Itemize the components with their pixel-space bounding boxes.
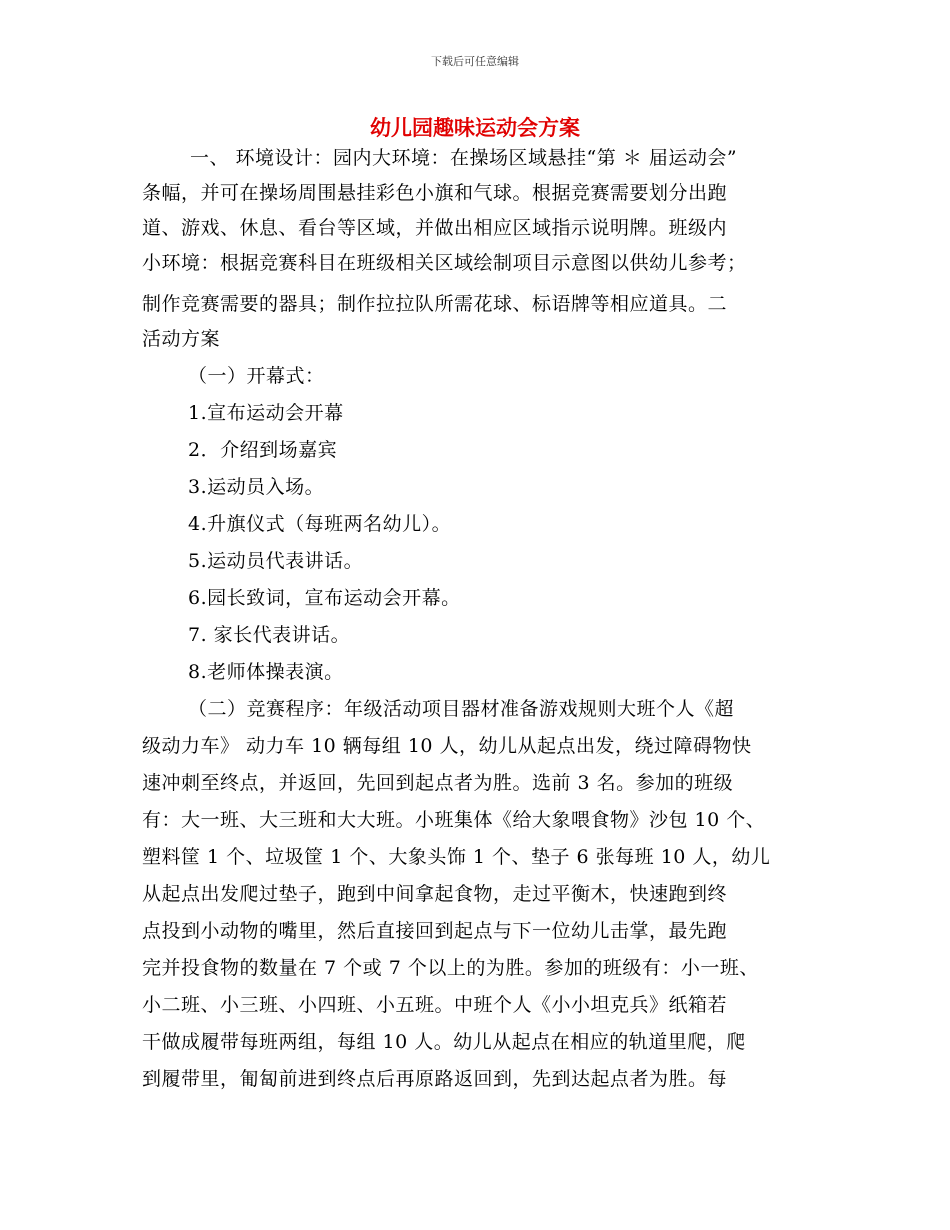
paragraph-line: 条幅，并可在操场周围悬挂彩色小旗和气球。根据竞赛需要划分出跑 — [142, 182, 728, 204]
paragraph-line: 点投到小动物的嘴里，然后直接回到起点与下一位幼儿击掌，最先跑 — [142, 920, 728, 942]
section-heading-opening: （一）开幕式： — [188, 365, 325, 387]
paragraph-line: 从起点出发爬过垫子，跑到中间拿起食物，走过平衡木，快速跑到终 — [142, 883, 728, 905]
list-item: 5.运动员代表讲话。 — [188, 550, 364, 572]
list-item: 1.宣布运动会开幕 — [188, 402, 344, 424]
list-item: 6.园长致词，宣布运动会开幕。 — [188, 587, 461, 609]
paragraph-line: 到履带里，匍匐前进到终点后再原路返回到，先到达起点者为胜。每 — [142, 1068, 728, 1090]
paragraph-line: 小二班、小三班、小四班、小五班。中班个人《小小坦克兵》纸箱若 — [142, 994, 728, 1016]
section-heading-competition: （二）竞赛程序：年级活动项目器材准备游戏规则大班个人《超 — [188, 698, 735, 720]
paragraph-line: 速冲刺至终点，并返回，先回到起点者为胜。选前 3 名。参加的班级 — [142, 772, 734, 794]
paragraph-line: 道、游戏、休息、看台等区域，并做出相应区域指示说明牌。班级内 — [142, 217, 728, 239]
paragraph-line: 活动方案 — [142, 328, 221, 350]
header-note: 下载后可任意编辑 — [431, 55, 519, 68]
list-item: 7. 家长代表讲话。 — [188, 624, 351, 646]
list-item: 3.运动员入场。 — [188, 476, 325, 498]
list-item: 2．介绍到场嘉宾 — [188, 439, 338, 461]
list-item: 4.升旗仪式（每班两名幼儿）。 — [188, 513, 452, 535]
paragraph-line: 干做成履带每班两组，每组 10 人。幼儿从起点在相应的轨道里爬，爬 — [142, 1031, 746, 1053]
list-item: 8.老师体操表演。 — [188, 661, 344, 683]
paragraph-line: 塑料筐 1 个、垃圾筐 1 个、大象头饰 1 个、垫子 6 张每班 10 人，幼儿 — [142, 846, 771, 868]
paragraph-line: 完并投食物的数量在 7 个或 7 个以上的为胜。参加的班级有：小一班、 — [142, 957, 759, 979]
paragraph-line: 小环境：根据竞赛科目在班级相关区域绘制项目示意图以供幼儿参考； — [142, 252, 747, 274]
paragraph-line: 一、 环境设计：园内大环境：在操场区域悬挂“第 ＊ 届运动会” — [190, 147, 738, 169]
paragraph-line: 级动力车》 动力车 10 辆每组 10 人，幼儿从起点出发，绕过障碍物快 — [142, 735, 752, 757]
document-title: 幼儿园趣味运动会方案 — [370, 116, 580, 140]
paragraph-line: 有：大一班、大三班和大大班。小班集体《给大象喂食物》沙包 10 个、 — [142, 809, 766, 831]
paragraph-line: 制作竞赛需要的器具；制作拉拉队所需花球、标语牌等相应道具。二 — [142, 293, 728, 315]
